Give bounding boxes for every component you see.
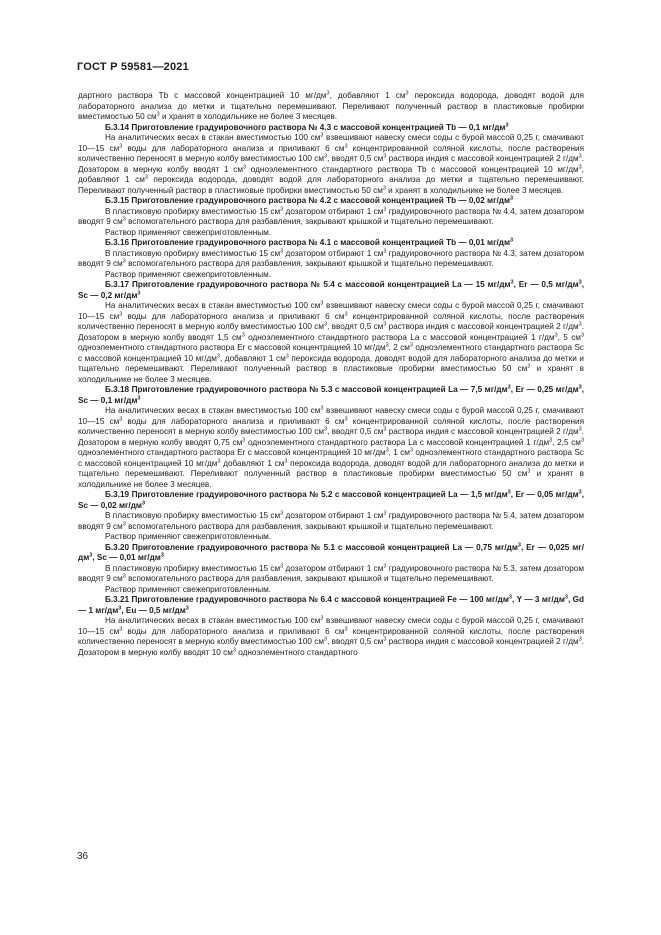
- body-paragraph: В пластиковую пробирку вместимостью 15 $см^3$ дозатором отбирают 1 $см^3$ градуировочного раствора № 4.3, затем дозатором вводят 9 $см^3$ вспомогательного раствора для разбавления, закрывают крышкой и тщательно перемешивают.: [78, 248, 584, 268]
- body-paragraph: На аналитических весах в стакан вместимостью 100 $см^3$ взвешивают навеску смеси соды с бурой массой 0,25 г, смачивают 10—15 $см^3$ воды для лабораторного анализа и приливают 6 $см^3$ концентрированной соляной кислоты, после растворения количественно переносят в мерную колбу вместимостью 100 $см^3$, вводят 0,5 $см^3$ раствора индия с массовой концентрацией 2 $г/дм^3$. Дозатором в мерную колбу вводят 0,75 $см^3$ одноэлементного стандартного раствора La с массовой концентрацией 1 $г/дм^3$, 2,5 $см^3$ одноэлементного стандартного раствора Er с массовой концентрацией 10 $мг/дм^3$, 1 $см^3$ одноэлементного стандартного раствора Sc с массовой концентрацией 10 $мг/дм^3$ добавляют 1 $см^3$ пероксида водорода, доводят водой для лабораторного анализа до метки и тщательно перемешивают. Переливают полученный раствор в пластиковые пробирки вместимостью 50 $см^3$ и хранят в холодильнике не более 3 месяцев.: [78, 405, 585, 489]
- body-paragraph: На аналитических весах в стакан вместимостью 100 $см^3$ взвешивают навеску смеси соды с бурой массой 0,25 г, смачивают 10—15 $см^3$ воды для лабораторного анализа и приливают 6 $см^3$ концентрированной соляной кислоты, после растворения количественно переносят в мерную колбу вместимостью 100 $см^3$, вводят 0,5 $см^3$ раствора индия с массовой концентрацией 2 $г/дм^3$. Дозатором в мерную колбу вводят 10 $см^3$ одноэлементного стандартного: [78, 615, 585, 657]
- document-header: ГОСТ Р 59581—2021: [77, 61, 189, 73]
- section-heading: Б.3.20 Приготовление градуировочного раствора № 5.1 с массовой концентрацией La — 0,75 $мг/дм^3$, Er — 0,025 $мг/дм^3$, Sc — 0,01 $мг/дм^3$: [78, 542, 584, 562]
- body-paragraph: На аналитических весах в стакан вместимостью 100 $см^3$ взвешивают навеску смеси соды с бурой массой 0,25 г, смачивают 10—15 $см^3$ воды для лабораторного анализа и приливают 6 $см^3$ концентрированной соляной кислоты, после растворения количественно переносят в мерную колбу вместимостью 100 $см^3$, вводят 0,5 $см^3$ раствора индия с массовой концентрацией 2 $г/дм^3$. Дозатором в мерную колбу вводят 1 $см^3$ одноэлементного стандартного раствора Tb с массовой концентрацией 10 $мг/дм^3$, добавляют 1 $см^3$ пероксида водорода, доводят водой для лабораторного анализа до метки и тщательно перемешивают. Переливают полученный раствор в пластиковые пробирки вместимостью 50 $см^3$ и хранят в холодильнике не более 3 месяцев.: [78, 132, 585, 195]
- section-heading: Б.3.19 Приготовление градуировочного раствора № 5.2 с массовой концентрацией La — 1,5 $мг/дм^3$, Er — 0,05 $мг/дм^3$, Sc — 0,02 $мг/дм^3$: [78, 489, 585, 510]
- section-heading: Б.3.18 Приготовление градуировочного раствора № 5.3 с массовой концентрацией La — 7,5 $мг/дм^3$, Er — 0,25 $мг/дм^3$, Sc — 0,1 $мг/дм^3$: [78, 384, 585, 405]
- section-heading: Б.3.17 Приготовление градуировочного раствора № 5.4 с массовой концентрацией La — 15 $мг/дм^3$, Er — 0,5 $мг/дм^3$, Sc — 0,2 $мг/дм^3$: [78, 279, 584, 300]
- body-paragraph: В пластиковую пробирку вместимостью 15 $см^3$ дозатором отбирают 1 $см^3$ градуировочного раствора № 5.3, затем дозатором вводят 9 $см^3$ вспомогательного раствора для разбавления, закрывают крышкой и тщательно перемешивают.: [78, 563, 584, 583]
- body-paragraph: В пластиковую пробирку вместимостью 15 $см^3$ дозатором отбирают 1 $см^3$ градуировочного раствора № 4.4, затем дозатором вводят 9 $см^3$ вспомогательного раствора для разбавления, закрывают крышкой и тщательно перемешивают.: [78, 206, 584, 226]
- body-paragraph: В пластиковую пробирку вместимостью 15 $см^3$ дозатором отбирают 1 $см^3$ градуировочного раствора № 5.4, затем дозатором вводят 9 $см^3$ вспомогательного раствора для разбавления, закрывают крышкой и тщательно перемешивают.: [78, 510, 584, 531]
- body-paragraph: Раствор применяют свежеприготовленным.: [105, 584, 272, 594]
- body-paragraph: На аналитических весах в стакан вместимостью 100 $см^3$ взвешивают навеску смеси соды с бурой массой 0,25 г, смачивают 10—15 $см^3$ воды для лабораторного анализа и приливают 6 $см^3$ концентрированной соляной кислоты, после растворения количественно переносят в мерную колбу вместимостью 100 $см^3$, вводят 0,5 $см^3$ раствора индия с массовой концентрацией 2 $г/дм^3$. Дозатором в мерную колбу вводят 1,5 $см^3$ одноэлементного стандартного раствора La с массовой концентрацией 1 $г/дм^3$, 5 $см^3$ одноэлементного стандартного раствора Er с массовой концентрацией 10 $мг/дм^3$, 2 $см^3$ одноэлементного стандартного раствора Sc с массовой концентрацией 10 $мг/дм^3$, добавляют 1 $см^3$ пероксида водорода, доводят водой для лабораторного анализа до метки и тщательно перемешивают. Переливают полученный раствор в пластиковые пробирки вместимостью 50 $см^3$ и хранят в холодильнике не более 3 месяцев.: [78, 300, 585, 384]
- body-paragraph: Раствор применяют свежеприготовленным.: [105, 227, 272, 237]
- page-number: 36: [77, 851, 89, 862]
- section-heading: Б.3.21 Приготовление градуировочного раствора № 6.4 с массовой концентрацией Fe — 100 $мг/дм^3$, Y — 3 $мг/дм^3$, Gd — 1 $мг/дм^3$, Eu — 0,5 $мг/дм^3$: [78, 594, 584, 615]
- document-body: [78, 91, 584, 658]
- body-paragraph: Раствор применяют свежеприготовленным.: [105, 532, 272, 541]
- section-heading: Б.3.16 Приготовление градуировочного раствора № 4.1 с массовой концентрацией Tb — 0,01 $мг/дм^3$: [105, 237, 514, 247]
- body-paragraph: дартного раствора Tb с массовой концентрацией 10 $мг/дм^3$, добавляют 1 $см^3$ пероксида водорода, доводят водой для лабораторного анализа до метки и тщательно перемешивают. Переливают полученный раствор в пластиковые пробирки вместимостью 50 $см^3$ и хранят в холодильнике не более 3 месяцев.: [78, 90, 584, 121]
- section-heading: Б.3.15 Приготовление градуировочного раствора № 4.2 с массовой концентрацией Tb — 0,02 $мг/дм^3$: [105, 195, 514, 205]
- section-heading: Б.3.14 Приготовление градуировочного раствора № 4.3 с массовой концентрацией Tb — 0,1 $мг/дм^3$: [105, 122, 509, 132]
- body-paragraph: Раствор применяют свежеприготовленным.: [105, 269, 272, 279]
